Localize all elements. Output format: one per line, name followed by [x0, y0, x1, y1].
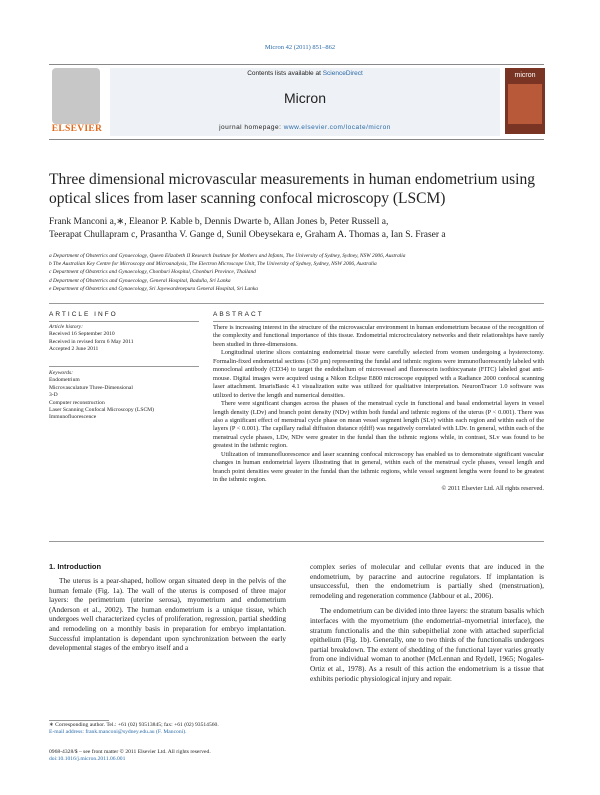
keyword: Endometrium — [49, 377, 80, 384]
issn-line: 0968-4328/$ – see front matter © 2011 Elsevier Ltd. All rights reserved. — [49, 749, 211, 755]
elsevier-tree-logo — [52, 68, 100, 124]
article-history — [49, 324, 199, 354]
history-revised: Received in revised form 6 May 2011 — [49, 338, 134, 345]
body-paragraph: complex series of molecular and cellular events that are induced in the endometrium, by paracrine and autocrine regulators. If implantation is unsuccessful, then the endometrium is partially shed (menstruation), remodeling and regeneration commence (Jabbour et al., 2006). — [310, 562, 544, 600]
footnote-divider — [49, 720, 109, 721]
contents-availability — [110, 70, 500, 77]
keyword: Immunofluorescence — [49, 414, 97, 421]
keyword-list — [49, 370, 199, 422]
journal-reference[interactable]: Micron 42 (2011) 851–862 — [264, 44, 336, 51]
intro-right-column — [310, 562, 544, 683]
keyword: Computer reconstruction — [49, 399, 105, 406]
article-info-heading: ARTICLE INFO — [49, 311, 118, 318]
divider — [49, 303, 544, 304]
affiliation-e: e Department of Obstetrics and Gynaecology, Sri Jayewardenepura General Hospital, Sri Lanka — [49, 285, 258, 292]
publication-info — [49, 749, 286, 764]
homepage-prefix: journal homepage: — [219, 124, 284, 131]
affiliation-b: b The Australian Key Centre for Microscopy and Microanalysis, The Electron Microscope Unit, The University of Sydney, Sydney, NSW 2006, Australia — [49, 261, 377, 268]
abstract-paragraph: Utilization of immunofluorescence and laser scanning confocal microscopy has enabled us to demonstrate significant vascular changes in human endometrial layers illustrating that in general, within each of the menstrual cycle phases, vessel length and branch point densities were greater in the fundal than the isthmic regions, while vessel segment lengths were found to be greatest in the isthmic region. — [213, 450, 544, 484]
divider — [49, 366, 199, 367]
body-paragraph: The endometrium can be divided into three layers: the stratum basalis which interfaces with the myometrium (the endometrial–myometrial interface), the stratum functionalis and the thin subepithelial zone with attached superficial epithelium (Fig. 1b). Generally, one to two thirds of the functionalis undergoes partial breakdown. The extent of shedding of the functional layer varies greatly from one individual woman to another (McLennan and Rydell, 1965; Nogales-Ortiz et al., 1978). As a result of this action the endometrium is a tissue that exhibits periodic physiological injury and repair. — [310, 606, 544, 683]
abstract-paragraph: There is increasing interest in the structure of the microvascular environment in human endometrium because of the recognition of the complexity and functional importance of this tissue. Endometrial microcirculatory networks and their relationships have rarely been studied in three-dimensions. — [213, 324, 544, 348]
journal-cover-title: micron — [514, 72, 536, 79]
authors-line-2: Teerapat Chullapram c, Prasantha V. Gange d, Sunil Obeysekara e, Graham A. Thomas a, Ian S. Fraser a — [49, 229, 446, 240]
journal-homepage — [110, 124, 500, 131]
affiliation-c: c Department of Obstetrics and Gynaecology, Chonburi Hospital, Chonburi Province, Thailand — [49, 269, 256, 276]
contents-prefix: Contents lists available at — [247, 70, 323, 77]
copyright-notice: © 2011 Elsevier Ltd. All rights reserved. — [441, 484, 544, 492]
author-email[interactable]: E-mail address: frank.manconi@sydney.edu.au (F. Manconi). — [49, 729, 187, 736]
abstract-paragraph: There were significant changes across the phases of the menstrual cycle in functional and basal endometrial layers in vessel length density (LDv) and branch point density (NDv) within both fundal and isthmic regions of the uterus (P < 0.001). There was also a significant effect of menstrual cycle phase on mean vessel segment length (SLv) within each region and within each of the layers (P < 0.001). The capillary radial diffusion distance r(diff) was negatively correlated with LDv. In general, within each of the menstrual cycle phases, LDv, NDv were greater in the fundal than the isthmic regions while, in contrast, SLv was found to be greatest in the isthmic region. — [213, 400, 544, 450]
authors-line-1: Frank Manconi a,∗, Eleanor P. Kable b, Dennis Dwarte b, Allan Jones b, Peter Russell a, — [49, 217, 389, 227]
corresponding-author-footnote — [49, 722, 286, 737]
history-accepted: Accepted 2 June 2011 — [49, 346, 99, 353]
history-label: Article history: — [49, 324, 84, 330]
keywords-label: Keywords: — [49, 370, 74, 376]
keyword: 3-D — [49, 392, 58, 399]
doi-link[interactable]: doi:10.1016/j.micron.2011.06.001 — [49, 756, 126, 763]
keyword: Laser Scanning Confocal Microscopy (LSCM) — [49, 407, 155, 414]
history-received: Received 16 September 2010 — [49, 331, 115, 338]
sciencedirect-link[interactable]: ScienceDirect — [322, 70, 363, 77]
affiliation-d: d Department of Obstetrics and Gynaecology, General Hospital, Badulla, Sri Lanka — [49, 277, 231, 284]
abstract-paragraph: Longitudinal uterine slices containing endometrial tissue were carefully selected from women undergoing a hysterectomy. Formalin-fixed endometrial sections (≤50 μm) representing the fundal and isthmic regions were immunofluorescently labeled with monoclonal antibody (CD34) to target the endothelium of microvessel and fluorescein isothiocyanate (FITC) labeled goat anti-mouse. Digital images were acquired using a Nikon Eclipse E800 microscope equipped with a Radiance 2000 confocal scanning laser attachment. ImarisBasic 4.1 visualization suite was utilized for qualitative interpretation. NeuronTracer 1.0 software was utilized to derive the length and numerical densities. — [213, 349, 544, 399]
body-paragraph: The uterus is a pear-shaped, hollow organ situated deep in the pelvis of the human female (Fig. 1a). The wall of the uterus is composed of three major layers: the perimetrium (uterine serosa), myometrium and endometrium (Anderson et al., 2002). The human endometrium is a unique tissue, which undergoes well characterized cycles of proliferation, regression, partial shedding and remodeling on a monthly basis in preparation for embryo implantation. Successful implantation is dependant upon synchronization between the early developmental stages of the embryo itself and a — [49, 576, 286, 653]
affiliation-a: a Department of Obstetrics and Gynaecology, Queen Elizabeth II Research Institute for Mothers and Infants, The University of Sydney, Sydney, NSW 2006, Australia — [49, 253, 406, 259]
journal-cover-image — [508, 84, 542, 124]
keyword: Microvasculature Three-Dimensional — [49, 384, 133, 391]
author-list — [49, 216, 559, 241]
divider — [49, 541, 544, 542]
corresponding-author: ∗ Corresponding author. Tel.: +61 (02) 93513845; fax: +61 (02) 93514560. — [49, 722, 219, 728]
abstract-heading: ABSTRACT — [213, 311, 264, 318]
divider — [49, 321, 199, 322]
journal-name: Micron — [283, 90, 326, 106]
abstract-body — [213, 324, 544, 493]
affiliation-list — [49, 252, 559, 293]
section-heading-introduction: 1. Introduction — [49, 562, 102, 571]
intro-left-column — [49, 576, 286, 653]
article-title: Three dimensional microvascular measurements in human endometrium using optical slices from laser scanning confocal microscopy (LSCM) — [49, 171, 535, 207]
divider — [213, 321, 544, 322]
homepage-link[interactable]: www.elsevier.com/locate/micron — [283, 124, 391, 131]
publisher-logo-text: ELSEVIER — [51, 124, 103, 134]
